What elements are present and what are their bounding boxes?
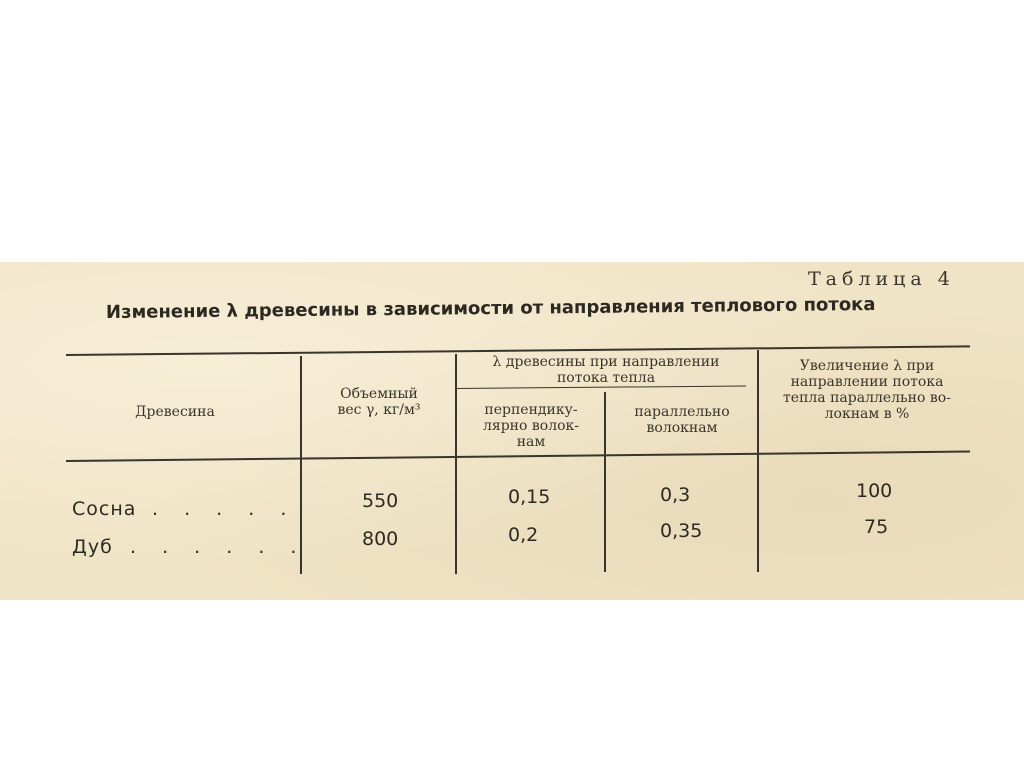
column-divider-2 <box>455 354 457 574</box>
column-divider-4 <box>757 350 759 572</box>
cell-density-sosna: 550 <box>362 490 399 512</box>
table-number: Таблица 4 <box>808 268 955 290</box>
row-label-sosna: Сосна <box>72 498 137 520</box>
column-divider-3 <box>604 392 606 572</box>
cell-perpendicular-sosna: 0,15 <box>508 486 551 508</box>
cell-parallel-dub: 0,35 <box>660 520 703 542</box>
header-lambda-group: λ древесины при направлении потока тепла <box>492 354 720 386</box>
cell-perpendicular-dub: 0,2 <box>508 524 539 546</box>
cell-density-dub: 800 <box>362 528 399 550</box>
row-dots-sosna: . . . . . <box>152 498 297 520</box>
table-title: Изменение λ древесины в зависимости от направления теплового потока <box>105 293 876 323</box>
cell-increase-sosna: 100 <box>856 480 893 502</box>
cell-increase-dub: 75 <box>864 516 889 538</box>
header-parallel: параллельно волокнам <box>634 404 730 436</box>
header-increase: Увеличение λ при направлении потока тепла параллельно во- локнам в % <box>783 358 951 422</box>
header-perpendicular: перпендику- лярно волок- нам <box>482 402 579 450</box>
scanned-table-page <box>0 262 1024 600</box>
header-wood: Древесина <box>135 404 215 420</box>
row-dots-dub: . . . . . . <box>130 536 307 558</box>
header-density: Объемный вес γ, кг/м³ <box>337 386 421 418</box>
row-label-dub: Дуб <box>72 536 113 558</box>
cell-parallel-sosna: 0,3 <box>660 484 691 506</box>
header-bottom-rule <box>66 451 970 462</box>
